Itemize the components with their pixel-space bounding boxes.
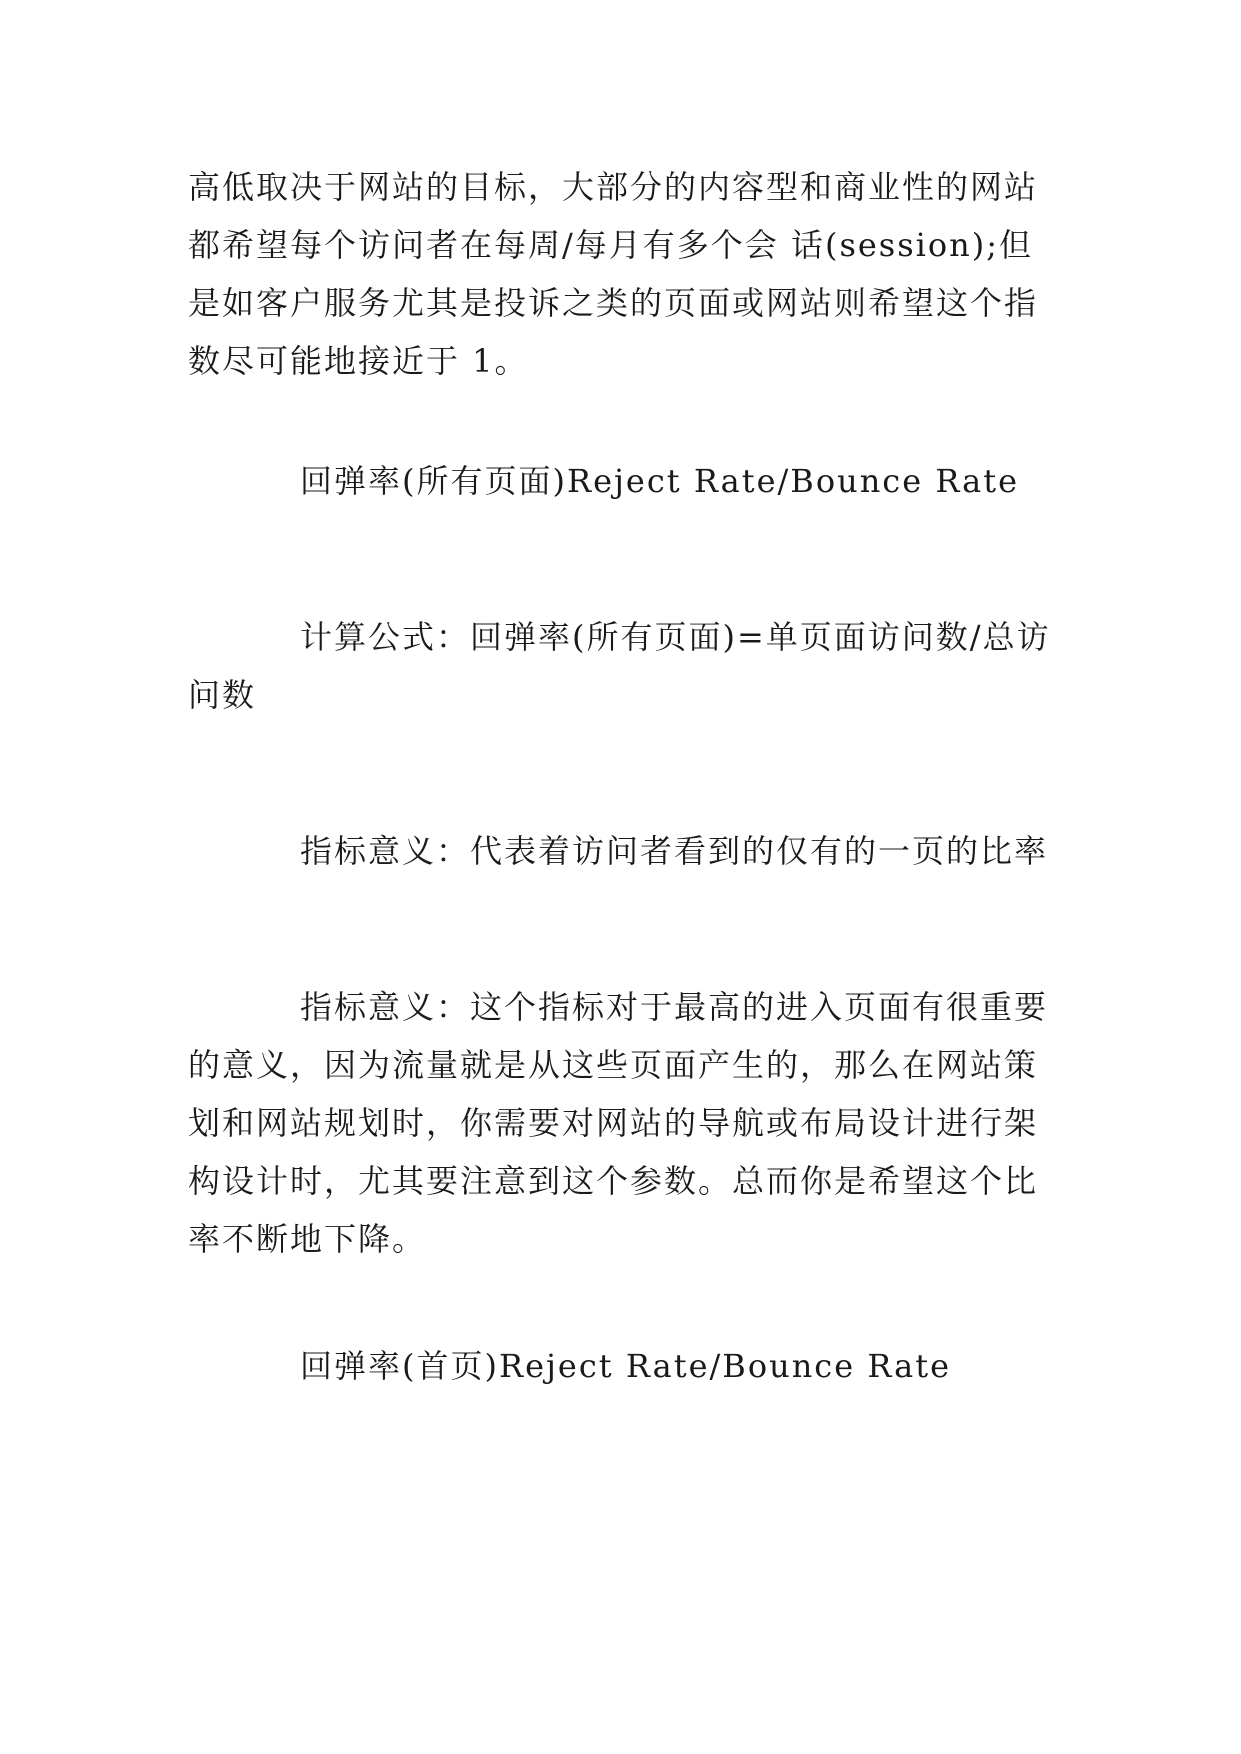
paragraph-formula: 计算公式：回弹率(所有页面)=单页面访问数/总访问数	[188, 618, 1051, 714]
paragraph-session-goal: 高低取决于网站的目标，大部分的内容型和商业性的网站都希望每个访问者在每周/每月有多个会 话(session);但是如客户服务尤其是投诉之类的页面或网站则希望这个指数尽可能地接近于 1。	[188, 168, 1039, 380]
heading-bounce-rate-all-pages: 回弹率(所有页面)Reject Rate/Bounce Rate	[300, 462, 1020, 500]
paragraph-meaning-2: 指标意义：这个指标对于最高的进入页面有很重要的意义，因为流量就是从这些页面产生的，那么在网站策划和网站规划时，你需要对网站的导航或布局设计进行架构设计时，尤其要注意到这个参数。总而你是希望这个比率不断地下降。	[188, 988, 1049, 1258]
heading-bounce-rate-homepage: 回弹率(首页)Reject Rate/Bounce Rate	[300, 1347, 952, 1385]
paragraph-meaning-1: 指标意义：代表着访问者看到的仅有的一页的比率	[300, 832, 1049, 870]
